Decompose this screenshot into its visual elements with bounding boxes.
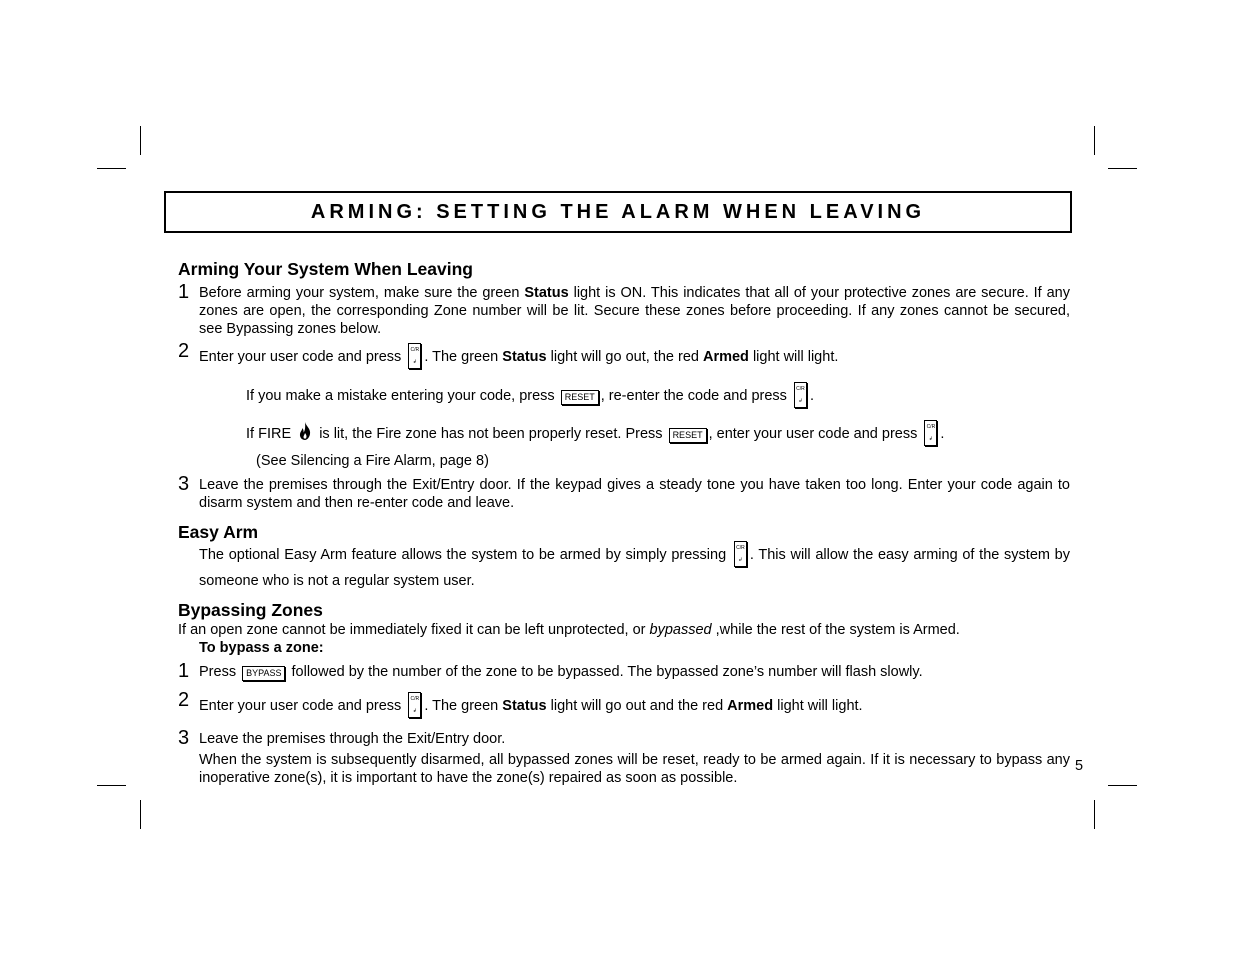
- text-bold: Armed: [727, 698, 774, 714]
- text-run: Enter your user code and press: [199, 698, 402, 714]
- text-run: .: [809, 388, 814, 404]
- text-run: The optional Easy Arm feature allows the system to be armed by simply pressing: [199, 547, 727, 563]
- step-number: 3: [178, 727, 190, 749]
- text-run: is lit, the Fire zone has not been properly reset. Press: [319, 426, 663, 442]
- text-run: Press: [199, 664, 237, 680]
- arming-step-2: [178, 340, 1070, 369]
- bypass-key-icon: BYPASS: [242, 666, 285, 681]
- text-run: When the system is subsequently disarmed, all bypassed zones will be reset, ready to be armed again. If it is necessary to bypass any inoperative zone(s), it is important to have the zone(s) repaired as soon as possible.: [199, 752, 1070, 786]
- step-number: 1: [178, 660, 190, 682]
- crop-mark: [140, 800, 141, 829]
- cr-key-icon: C/R ↲: [408, 343, 421, 369]
- crop-mark: [1094, 800, 1095, 829]
- text-bold: Status: [502, 698, 547, 714]
- bypass-step-3: [178, 727, 1070, 787]
- crop-mark: [1108, 785, 1137, 786]
- text-run: Enter your user code and press: [199, 349, 402, 365]
- fire-note: [178, 420, 1070, 446]
- text-bold: Status: [524, 285, 569, 301]
- step-number: 2: [178, 689, 190, 711]
- crop-mark: [1094, 126, 1095, 155]
- text-run: light will light.: [773, 698, 863, 714]
- text-run: . The green: [424, 698, 503, 714]
- section-heading-arming: Arming Your System When Leaving: [178, 259, 473, 279]
- text-run: light will go out, the red: [546, 349, 703, 365]
- bypass-subheading: [178, 639, 1070, 657]
- fire-icon: [297, 422, 313, 440]
- bypass-step-2: [178, 689, 1070, 718]
- text-bold: Armed: [702, 349, 749, 365]
- step-number: 2: [178, 340, 190, 362]
- step-text: [199, 663, 1070, 681]
- cr-key-icon: C/R ↲: [924, 420, 937, 446]
- step-text: [199, 692, 1070, 718]
- text-run: If you make a mistake entering your code, press: [246, 388, 555, 404]
- cr-key-icon: C/R ↲: [408, 692, 421, 718]
- text-bold: Status: [502, 349, 547, 365]
- step-text: [199, 284, 1070, 338]
- text-run: , enter your user code and press: [708, 426, 918, 442]
- text-run: Leave the premises through the Exit/Entry door.: [199, 731, 506, 747]
- crop-mark: [1108, 168, 1137, 169]
- bypass-step-1: [178, 660, 1070, 682]
- section-heading-bypassing: Bypassing Zones: [178, 600, 323, 620]
- text-run: If an open zone cannot be immediately fixed it can be left unprotected, or: [178, 622, 650, 638]
- silencing-reference: (See Silencing a Fire Alarm, page 8): [256, 453, 489, 469]
- reset-key-icon: RESET: [561, 390, 599, 405]
- page-title: ARMING: SETTING THE ALARM WHEN LEAVING: [310, 200, 926, 223]
- step-text: [199, 730, 1070, 787]
- text-italic: bypassed: [649, 622, 712, 638]
- step-number: 3: [178, 473, 190, 495]
- text-run: If FIRE: [246, 426, 292, 442]
- document-body: [178, 258, 1070, 787]
- reset-key-icon: RESET: [669, 428, 707, 443]
- text-run: . This will allow the easy arming of the system by someone who is not a regular system user.: [199, 547, 1070, 589]
- section-heading-easy-arm: Easy Arm: [178, 522, 259, 542]
- text-run: followed by the number of the zone to be bypassed. The bypassed zone’s number will flash slowly.: [291, 664, 923, 680]
- text-run: Before arming your system, make sure the green: [199, 285, 525, 301]
- text-run: ,while the rest of the system is Armed.: [711, 622, 960, 638]
- text-run: , re-enter the code and press: [600, 388, 787, 404]
- text-run: . The green: [424, 349, 503, 365]
- cr-key-icon: C/R ↲: [734, 541, 747, 567]
- step-text: Leave the premises through the Exit/Entry door. If the keypad gives a steady tone you have taken too long. Enter your code again to disarm system and then re-enter code and leave.: [199, 477, 1070, 511]
- cr-key-icon: C/R ↲: [794, 382, 807, 408]
- mistake-note: [178, 382, 1070, 408]
- text-run: light will go out and the red: [546, 698, 728, 714]
- bypass-intro: [178, 621, 1070, 639]
- text-run: light will light.: [748, 349, 839, 365]
- crop-mark: [97, 168, 126, 169]
- page-title-box: [164, 191, 1072, 233]
- easy-arm-text: [178, 541, 1070, 594]
- text-run: light is ON. This indicates that all of your protective zones are secure. If any zones are open, the corresponding Zone number will be lit. Secure these zones before proceeding. If any zones cannot be secured, see Bypassing zones below.: [199, 285, 1070, 337]
- arming-step-3: [178, 473, 1070, 512]
- text-run: .: [940, 426, 945, 442]
- step-number: 1: [178, 281, 190, 303]
- text-bold: To bypass a zone:: [199, 640, 324, 656]
- page-number: 5: [1075, 758, 1084, 774]
- arming-step-1: [178, 281, 1070, 338]
- crop-mark: [97, 785, 126, 786]
- step-text: [199, 343, 1070, 369]
- crop-mark: [140, 126, 141, 155]
